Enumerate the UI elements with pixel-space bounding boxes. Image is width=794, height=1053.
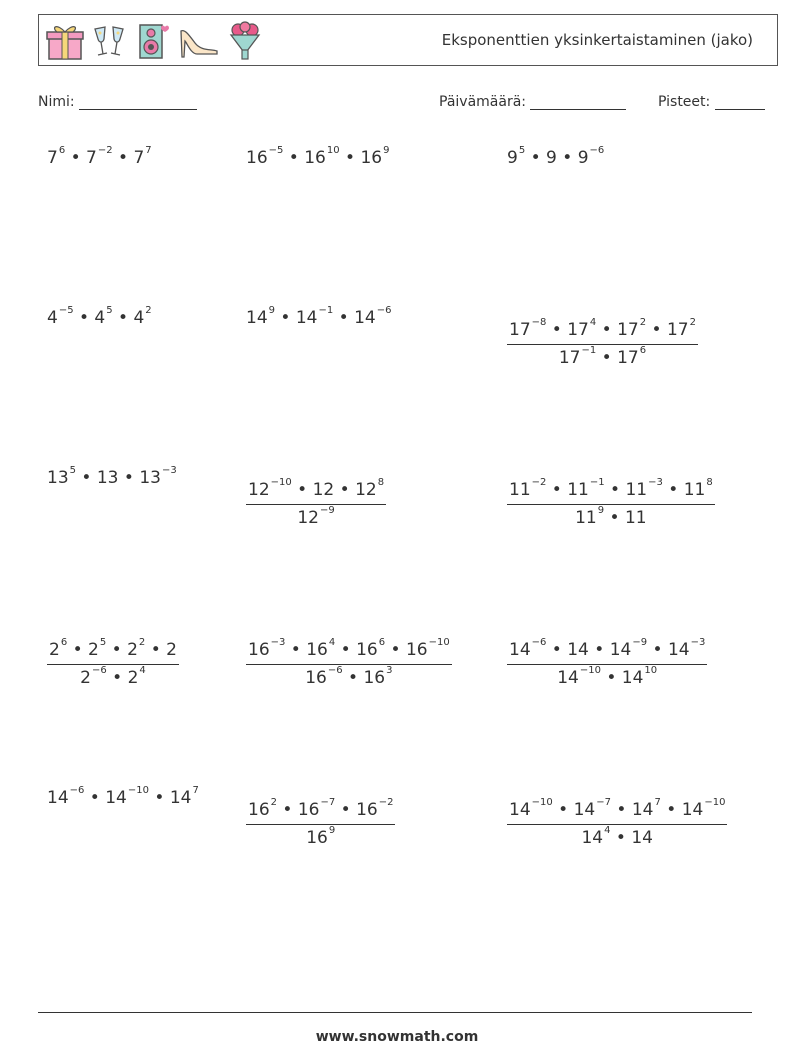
fraction [507, 637, 707, 688]
multiply-dot: • [334, 480, 356, 500]
power-base: 2 [127, 640, 138, 660]
multiply-dot: • [67, 640, 89, 660]
power-base: 2 [88, 640, 99, 660]
numerator [507, 477, 715, 505]
power-base: 14 [609, 640, 632, 660]
power-base: 12 [248, 480, 270, 500]
power-base: 9 [546, 148, 557, 168]
power-exponent: 3 [386, 665, 393, 676]
power-exponent: 5 [69, 465, 77, 476]
power-base: 16 [305, 668, 327, 688]
worksheet-title: Eksponenttien yksinkertaistaminen (jako) [441, 31, 753, 49]
multiply-dot: • [118, 468, 140, 488]
power-base: 14 [509, 640, 531, 660]
power-exponent: −10 [428, 637, 450, 648]
numerator [507, 637, 707, 665]
numerator [507, 797, 727, 825]
multiply-dot: • [660, 800, 682, 820]
bouquet-icon [225, 21, 265, 61]
power-exponent: −5 [268, 145, 284, 156]
fraction [507, 317, 698, 368]
power-base: 14 [295, 308, 318, 328]
power-exponent: 9 [328, 825, 336, 836]
fraction [246, 477, 386, 528]
power-exponent: 7 [145, 145, 152, 156]
power-base: 11 [575, 508, 597, 528]
power-base: 16 [304, 148, 326, 168]
multiply-dot: • [604, 508, 625, 528]
power-base: 16 [360, 148, 383, 168]
problem-13 [47, 785, 199, 808]
power-exponent: 10 [326, 145, 340, 156]
power-base: 12 [297, 508, 319, 528]
power-base: 4 [133, 308, 145, 328]
power-exponent: −1 [589, 477, 605, 488]
power-exponent: 7 [192, 785, 199, 796]
multiply-dot: • [610, 828, 632, 848]
problem-11 [246, 637, 452, 688]
score-line[interactable] [715, 95, 765, 110]
multiply-dot: • [342, 668, 364, 688]
power-exponent: −2 [378, 797, 394, 808]
date-line[interactable] [530, 95, 626, 110]
power-base: 17 [509, 320, 531, 340]
power-exponent: −7 [320, 797, 336, 808]
multiply-dot: • [106, 668, 128, 688]
multiply-dot: • [283, 148, 305, 168]
numerator [246, 637, 452, 665]
power-base: 2 [166, 640, 177, 660]
score-field [658, 94, 765, 110]
denominator [246, 665, 452, 688]
power-base: 14 [169, 788, 192, 808]
power-exponent: −7 [596, 797, 611, 808]
power-exponent: −2 [97, 145, 113, 156]
power-exponent: −2 [531, 477, 547, 488]
multiply-dot: • [546, 320, 568, 340]
multiply-dot: • [112, 148, 134, 168]
power-exponent: −1 [318, 305, 334, 316]
power-base: 9 [507, 148, 518, 168]
power-base: 2 [127, 668, 139, 688]
power-base: 11 [567, 480, 589, 500]
multiply-dot: • [596, 348, 618, 368]
date-field [439, 94, 626, 110]
power-base: 14 [557, 668, 579, 688]
power-base: 2 [49, 640, 60, 660]
numerator [47, 637, 179, 665]
multiply-dot: • [291, 480, 313, 500]
denominator [507, 505, 715, 528]
power-base: 14 [567, 640, 589, 660]
power-base: 16 [363, 668, 386, 688]
denominator [246, 825, 395, 848]
power-base: 14 [105, 788, 127, 808]
power-exponent: −6 [327, 665, 343, 676]
power-exponent: 5 [106, 305, 113, 316]
multiply-dot: • [596, 320, 618, 340]
power-exponent: −3 [690, 637, 706, 648]
power-exponent: −3 [648, 477, 663, 488]
power-exponent: 6 [60, 637, 68, 648]
power-exponent: −3 [161, 465, 177, 476]
multiply-dot: • [385, 640, 406, 660]
numerator [246, 797, 395, 825]
multiply-dot: • [546, 640, 568, 660]
power-exponent: 7 [654, 797, 661, 808]
problem-10 [47, 637, 179, 688]
fraction [507, 797, 727, 848]
power-base: 4 [47, 308, 58, 328]
gift-icon [45, 21, 85, 61]
problem-14 [246, 797, 395, 848]
power-exponent: 2 [639, 317, 647, 328]
power-exponent: −6 [376, 305, 392, 316]
denominator [507, 825, 727, 848]
power-exponent: −5 [58, 305, 74, 316]
power-exponent: 2 [689, 317, 696, 328]
power-base: 14 [354, 308, 376, 328]
power-exponent: 5 [518, 145, 526, 156]
power-base: 11 [625, 480, 648, 500]
power-base: 17 [567, 320, 589, 340]
multiply-dot: • [277, 800, 298, 820]
power-exponent: 2 [138, 637, 146, 648]
header-icons [45, 18, 265, 64]
power-exponent: −6 [531, 637, 547, 648]
date-label: Päivämäärä: [439, 94, 526, 110]
power-exponent: −8 [531, 317, 547, 328]
footer-divider [38, 1012, 752, 1013]
fraction [246, 637, 452, 688]
problem-6 [507, 317, 698, 368]
multiply-dot: • [84, 788, 106, 808]
power-base: 2 [80, 668, 91, 688]
multiply-dot: • [556, 148, 578, 168]
problem-9 [507, 477, 715, 528]
power-base: 7 [86, 148, 97, 168]
power-exponent: 5 [99, 637, 107, 648]
multiply-dot: • [65, 148, 87, 168]
score-label: Pisteet: [658, 94, 711, 110]
power-exponent: −9 [632, 637, 648, 648]
problem-2 [246, 145, 390, 168]
power-exponent: 6 [58, 145, 66, 156]
multiply-dot: • [148, 788, 170, 808]
power-exponent: 8 [706, 477, 713, 488]
power-base: 16 [356, 800, 378, 820]
high-heel-icon [177, 21, 221, 61]
power-base: 13 [139, 468, 161, 488]
champagne-glasses-icon [89, 21, 129, 61]
power-exponent: 8 [377, 477, 385, 488]
power-base: 17 [617, 320, 639, 340]
numerator [246, 477, 386, 505]
multiply-dot: • [112, 308, 134, 328]
power-exponent: 10 [644, 665, 658, 676]
denominator [47, 665, 179, 688]
multiply-dot: • [588, 640, 610, 660]
power-base: 7 [133, 148, 145, 168]
power-base: 14 [573, 800, 596, 820]
power-base: 14 [581, 828, 604, 848]
power-base: 17 [617, 348, 639, 368]
denominator [246, 505, 386, 528]
power-exponent: −10 [704, 797, 726, 808]
power-base: 14 [631, 828, 653, 848]
fraction [47, 637, 179, 688]
power-base: 16 [356, 640, 378, 660]
power-exponent: −9 [319, 505, 335, 516]
power-base: 16 [297, 800, 320, 820]
power-exponent: −6 [589, 145, 605, 156]
problem-1 [47, 145, 152, 168]
power-base: 16 [246, 148, 268, 168]
speaker-icon [133, 21, 173, 61]
power-exponent: −10 [127, 785, 149, 796]
power-exponent: 2 [270, 797, 278, 808]
power-exponent: 6 [378, 637, 386, 648]
multiply-dot: • [600, 668, 622, 688]
multiply-dot: • [646, 320, 667, 340]
power-base: 11 [509, 480, 531, 500]
power-base: 11 [683, 480, 706, 500]
problem-8 [246, 477, 386, 528]
power-exponent: −6 [69, 785, 85, 796]
power-base: 14 [246, 308, 268, 328]
multiply-dot: • [604, 480, 626, 500]
power-base: 16 [248, 800, 270, 820]
multiply-dot: • [546, 480, 568, 500]
denominator [507, 665, 707, 688]
footer-url: www.snowmath.com [315, 1029, 479, 1045]
power-exponent: 9 [268, 305, 276, 316]
power-exponent: 9 [383, 145, 390, 156]
power-base: 14 [47, 788, 69, 808]
multiply-dot: • [647, 640, 668, 660]
problem-3 [507, 145, 605, 168]
multiply-dot: • [333, 308, 355, 328]
multiply-dot: • [662, 480, 684, 500]
power-exponent: 4 [589, 317, 597, 328]
power-base: 17 [666, 320, 689, 340]
problem-12 [507, 637, 707, 688]
fraction [507, 477, 715, 528]
name-label: Nimi: [38, 94, 75, 110]
power-base: 14 [621, 668, 644, 688]
multiply-dot: • [335, 800, 357, 820]
denominator [507, 345, 698, 368]
power-exponent: 4 [604, 825, 611, 836]
power-base: 14 [667, 640, 690, 660]
power-base: 12 [312, 480, 335, 500]
power-exponent: −10 [579, 665, 601, 676]
numerator [507, 317, 698, 345]
power-exponent: −1 [581, 345, 597, 356]
problem-15 [507, 797, 727, 848]
power-exponent: −10 [531, 797, 553, 808]
multiply-dot: • [275, 308, 296, 328]
power-exponent: 2 [145, 305, 152, 316]
multiply-dot: • [76, 468, 97, 488]
power-base: 14 [681, 800, 704, 820]
power-exponent: 6 [639, 345, 647, 356]
multiply-dot: • [339, 148, 361, 168]
power-base: 16 [248, 640, 270, 660]
problem-4 [47, 305, 152, 328]
fraction [246, 797, 395, 848]
power-base: 7 [47, 148, 58, 168]
power-base: 14 [631, 800, 654, 820]
multiply-dot: • [285, 640, 307, 660]
name-field [38, 94, 197, 110]
power-exponent: −6 [92, 665, 107, 676]
worksheet-header [38, 14, 778, 66]
power-base: 16 [405, 640, 428, 660]
power-base: 14 [509, 800, 531, 820]
power-base: 11 [624, 508, 647, 528]
power-base: 13 [47, 468, 69, 488]
multiply-dot: • [552, 800, 574, 820]
multiply-dot: • [335, 640, 357, 660]
problem-5 [246, 305, 392, 328]
power-base: 9 [577, 148, 589, 168]
name-line[interactable] [79, 95, 197, 110]
power-exponent: 4 [139, 665, 146, 676]
multiply-dot: • [525, 148, 547, 168]
power-exponent: −10 [270, 477, 292, 488]
power-base: 16 [306, 828, 328, 848]
problem-7 [47, 465, 177, 488]
multiply-dot: • [610, 800, 632, 820]
multiply-dot: • [145, 640, 167, 660]
power-exponent: 9 [597, 505, 605, 516]
multiply-dot: • [73, 308, 95, 328]
power-base: 4 [94, 308, 106, 328]
power-base: 17 [558, 348, 581, 368]
power-base: 13 [96, 468, 119, 488]
multiply-dot: • [106, 640, 128, 660]
power-exponent: −3 [270, 637, 286, 648]
power-exponent: 4 [328, 637, 336, 648]
power-base: 12 [355, 480, 377, 500]
power-base: 16 [306, 640, 328, 660]
